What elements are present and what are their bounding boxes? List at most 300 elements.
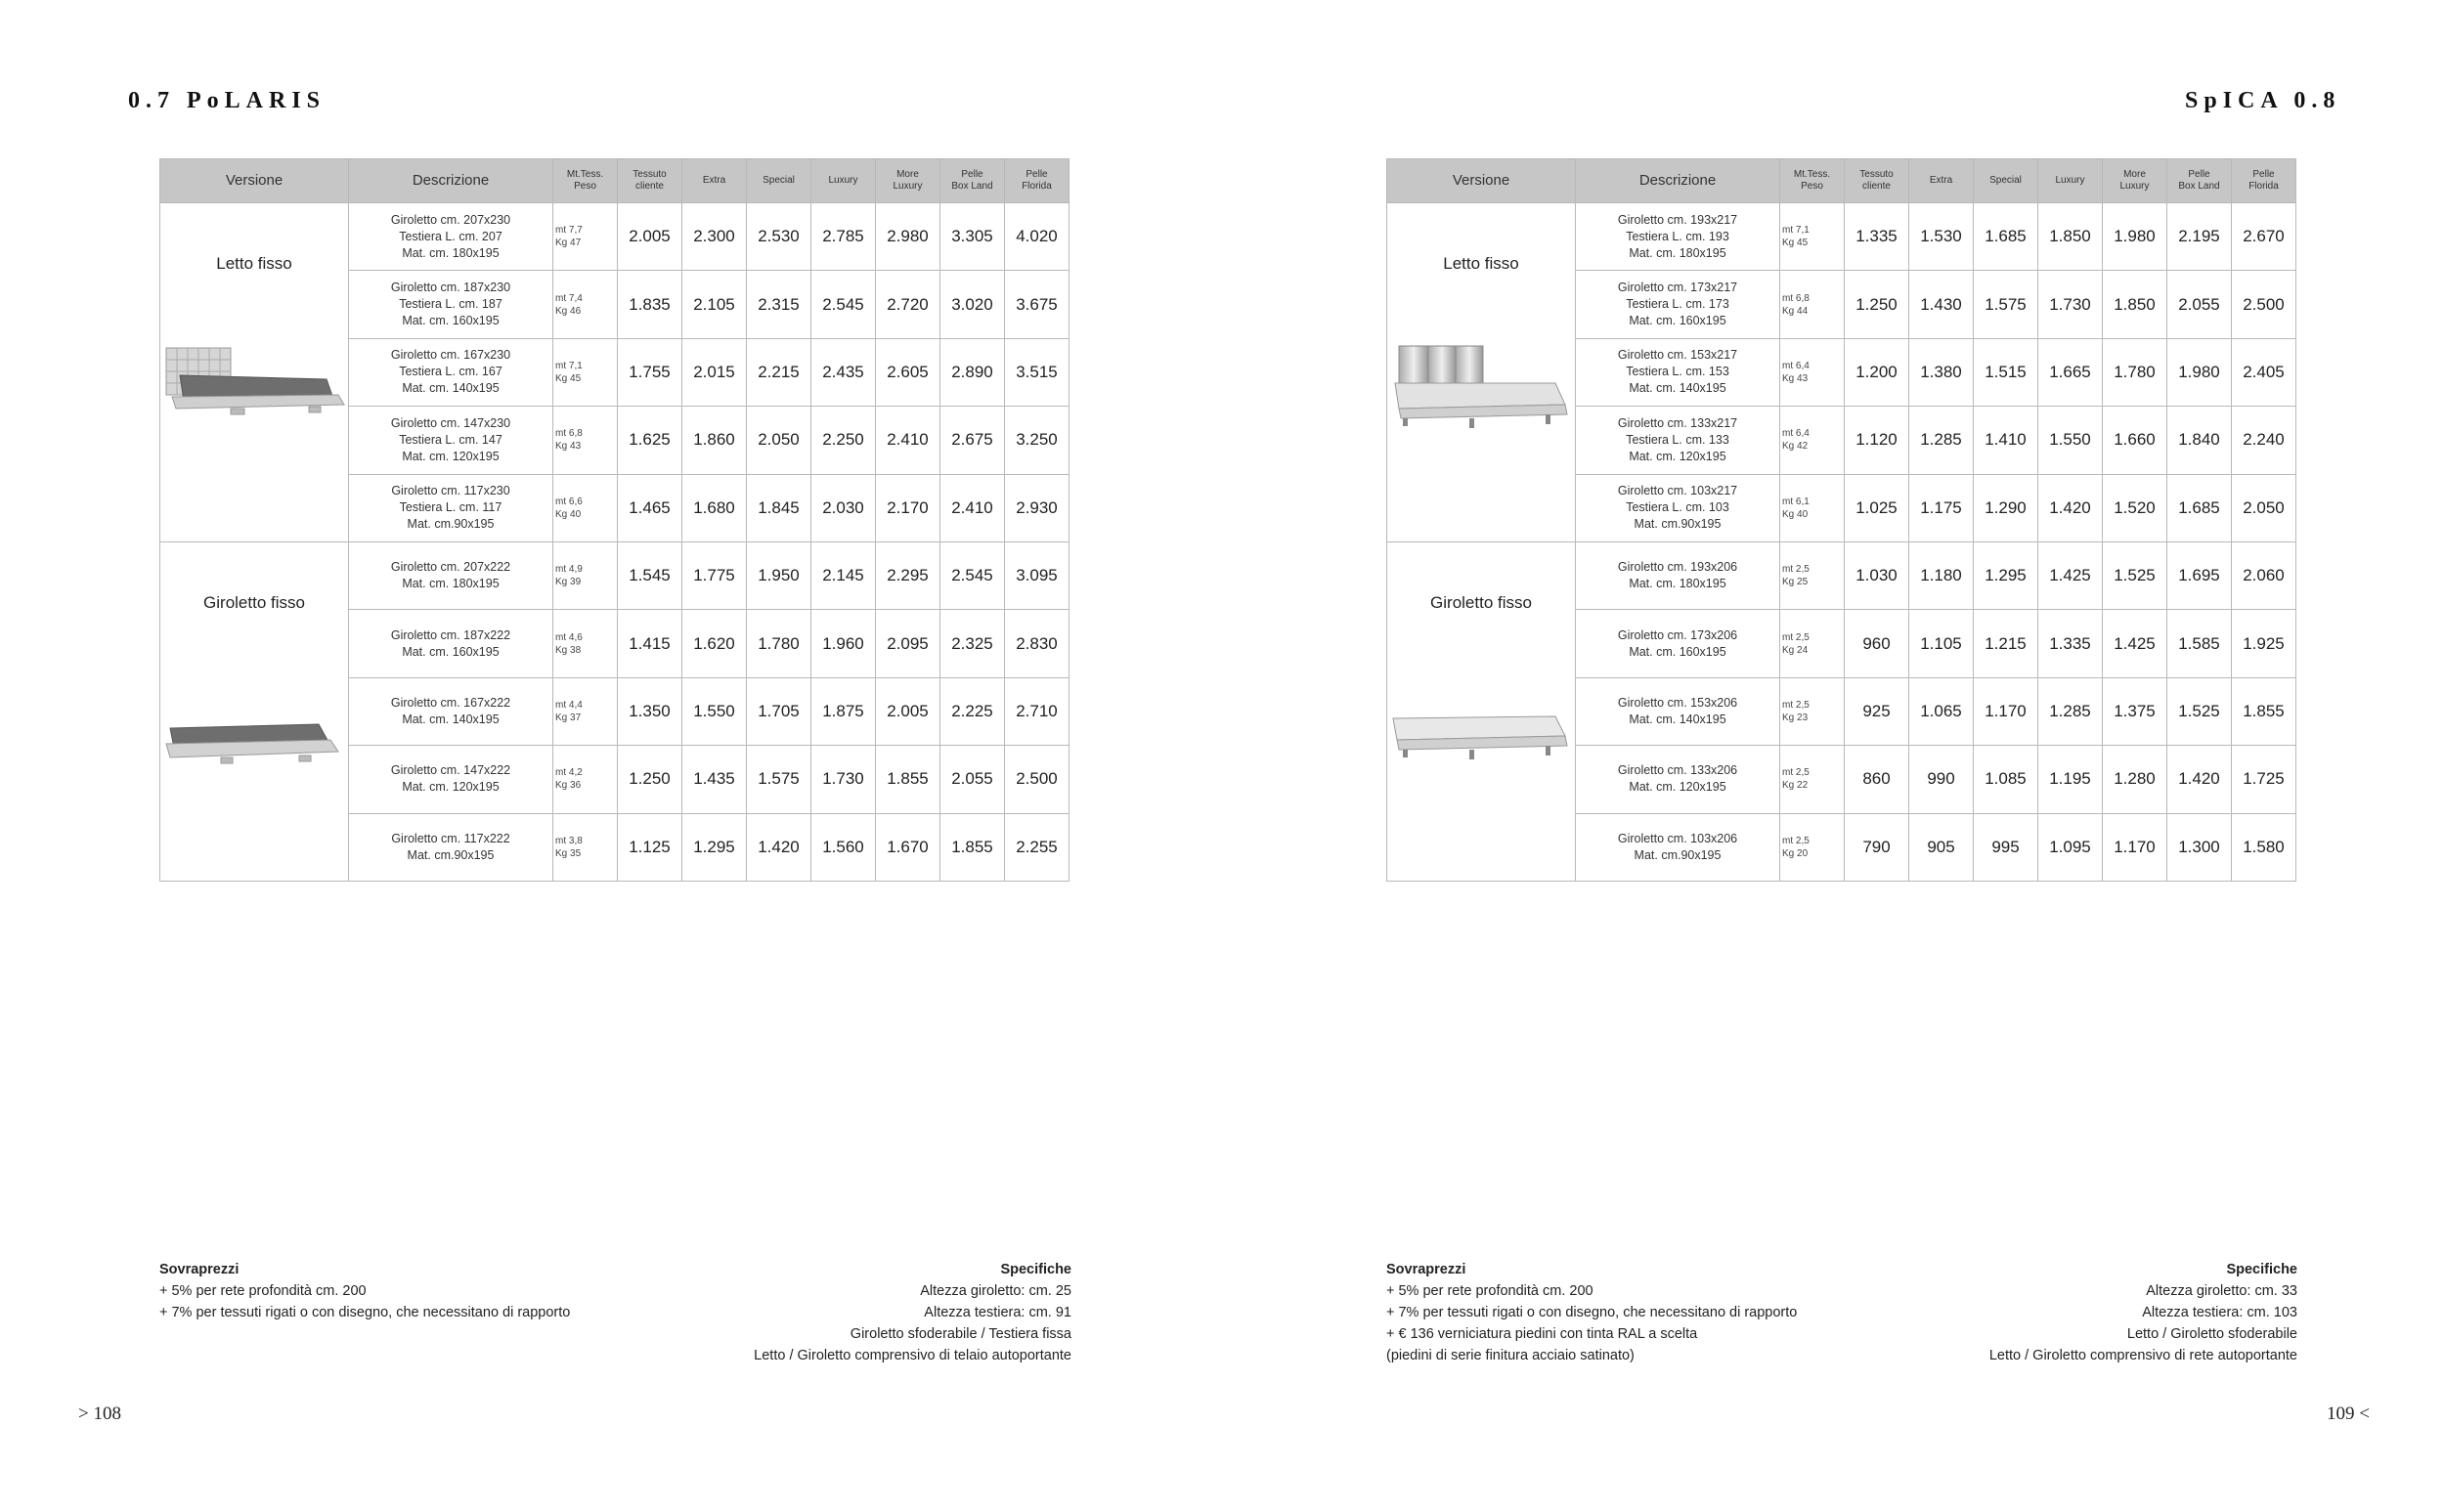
price-cell: 1.170 (2103, 813, 2167, 881)
price-cell: 3.250 (1005, 407, 1069, 474)
price-cell: 2.530 (747, 203, 811, 271)
versione-cell (1387, 203, 1576, 542)
price-cell: 2.435 (811, 338, 876, 406)
right-page-title: SpICA 0.8 (2185, 88, 2341, 113)
peso-cell (553, 474, 618, 541)
price-cell: 990 (1909, 746, 1974, 813)
table-row (1387, 203, 2296, 271)
descrizione-line: Giroletto cm. 167x222 (390, 695, 511, 710)
right-price-table (1386, 158, 2296, 882)
price-cell: 1.950 (747, 541, 811, 609)
descrizione-line: Testiera L. cm. 187 (399, 297, 502, 312)
descrizione-line: Mat. cm. 120x195 (402, 449, 500, 463)
peso-line: Kg 42 (1782, 441, 1809, 453)
descrizione-cell (349, 541, 553, 609)
price-cell: 2.225 (940, 677, 1005, 745)
price-cell: 2.410 (940, 474, 1005, 541)
price-cell: 2.050 (747, 407, 811, 474)
peso-cell (1780, 338, 1845, 406)
price-cell: 1.425 (2103, 610, 2167, 677)
versione-cell (1387, 541, 1576, 881)
price-cell: 2.830 (1005, 610, 1069, 677)
footnote-line: Altezza giroletto: cm. 25 (920, 1283, 1071, 1299)
descrizione-line: Giroletto cm. 147x222 (390, 763, 511, 778)
price-cell: 2.005 (618, 203, 682, 271)
descrizione-line: Giroletto cm. 167x230 (390, 348, 511, 363)
peso-line: mt 7,1 (1782, 225, 1810, 237)
peso-line: Kg 22 (1782, 780, 1809, 792)
peso-cell (553, 407, 618, 474)
descrizione-line: Giroletto cm. 207x222 (390, 560, 511, 575)
descrizione-line: Giroletto cm. 117x230 (391, 484, 510, 498)
price-cell: 2.250 (811, 407, 876, 474)
descrizione-line: Giroletto cm. 187x230 (390, 281, 511, 295)
price-cell: 1.875 (811, 677, 876, 745)
price-cell: 1.685 (1974, 203, 2038, 271)
peso-line: Kg 20 (1782, 847, 1809, 859)
footnote-line: + 5% per rete profondità cm. 200 (1386, 1283, 1593, 1299)
price-cell: 905 (1909, 813, 1974, 881)
bed-with-headboard-icon (162, 340, 346, 428)
price-cell: 1.200 (1845, 338, 1909, 406)
price-cell: 1.685 (2167, 474, 2232, 541)
peso-cell (553, 338, 618, 406)
peso-cell (1780, 271, 1845, 338)
versione-label: Giroletto fisso (1430, 592, 1532, 612)
price-cell: 1.430 (1909, 271, 1974, 338)
descrizione-cell (349, 746, 553, 813)
price-cell: 1.170 (1974, 677, 2038, 745)
price-cell: 1.335 (1845, 203, 1909, 271)
price-cell: 2.295 (876, 541, 940, 609)
descrizione-cell (1576, 474, 1780, 541)
peso-cell (1780, 677, 1845, 745)
footnote-line: (piedini di serie finitura acciaio satinato) (1386, 1348, 1635, 1363)
price-cell: 3.020 (940, 271, 1005, 338)
peso-line: mt 6,1 (1782, 496, 1810, 507)
peso-cell (1780, 610, 1845, 677)
price-cell: 1.850 (2038, 203, 2103, 271)
price-cell: 2.055 (2167, 271, 2232, 338)
price-cell: 2.195 (2167, 203, 2232, 271)
peso-line: mt 7,7 (555, 225, 583, 237)
peso-cell (1780, 203, 1845, 271)
right-page-number: 109 < (2327, 1404, 2370, 1424)
price-cell: 1.435 (682, 746, 747, 813)
column-header: Special (1974, 159, 2038, 203)
left-price-table (159, 158, 1069, 882)
descrizione-cell (1576, 813, 1780, 881)
peso-line: mt 4,2 (555, 767, 583, 779)
column-header: Tessuto cliente (618, 159, 682, 203)
price-cell: 1.550 (682, 677, 747, 745)
price-cell: 2.545 (940, 541, 1005, 609)
descrizione-line: Mat. cm. 140x195 (402, 712, 500, 726)
table-row (160, 203, 1069, 271)
descrizione-line: Mat. cm. 140x195 (1629, 381, 1726, 396)
price-cell: 1.030 (1845, 541, 1909, 609)
column-header: Special (747, 159, 811, 203)
price-cell: 1.550 (2038, 407, 2103, 474)
peso-cell (553, 203, 618, 271)
price-cell: 1.420 (2038, 474, 2103, 541)
footnote-line: + 7% per tessuti rigati o con disegno, che necessitano di rapporto (159, 1305, 571, 1320)
price-cell: 1.195 (2038, 746, 2103, 813)
footnote-line: Letto / Giroletto comprensivo di telaio autoportante (754, 1348, 1071, 1363)
price-cell: 1.730 (2038, 271, 2103, 338)
price-cell: 1.350 (618, 677, 682, 745)
price-cell: 1.730 (811, 746, 876, 813)
price-cell: 1.095 (2038, 813, 2103, 881)
footnote-line: + 7% per tessuti rigati o con disegno, che necessitano di rapporto (1386, 1305, 1798, 1320)
descrizione-line: Testiera L. cm. 173 (1626, 297, 1729, 312)
price-cell: 1.215 (1974, 610, 2038, 677)
descrizione-cell (1576, 203, 1780, 271)
price-cell: 1.850 (2103, 271, 2167, 338)
price-cell: 1.660 (2103, 407, 2167, 474)
specifiche-title: Specifiche (1000, 1262, 1071, 1277)
column-header: Extra (1909, 159, 1974, 203)
price-cell: 1.575 (1974, 271, 2038, 338)
peso-line: Kg 25 (1782, 577, 1809, 588)
sovraprezzi-lines (159, 1280, 570, 1323)
descrizione-line: Mat. cm. 180x195 (1629, 577, 1726, 591)
price-cell: 1.420 (747, 813, 811, 881)
left-page-number: > 108 (78, 1404, 121, 1424)
peso-line: mt 7,4 (555, 292, 583, 304)
descrizione-line: Giroletto cm. 173x217 (1617, 281, 1738, 295)
peso-cell (553, 677, 618, 745)
price-cell: 2.930 (1005, 474, 1069, 541)
descrizione-line: Mat. cm. 160x195 (1629, 314, 1726, 328)
specifiche-lines (1809, 1280, 2297, 1366)
price-cell: 1.250 (1845, 271, 1909, 338)
price-cell: 2.315 (747, 271, 811, 338)
price-cell: 1.855 (876, 746, 940, 813)
sovraprezzi-lines (1386, 1280, 1797, 1366)
column-header: Tessuto cliente (1845, 159, 1909, 203)
peso-line: mt 2,5 (1782, 564, 1810, 576)
right-specifiche (1809, 1259, 2297, 1366)
left-page-title: 0.7 PoLARIS (128, 88, 327, 113)
price-cell: 1.530 (1909, 203, 1974, 271)
peso-cell (1780, 541, 1845, 609)
price-cell: 2.030 (811, 474, 876, 541)
column-header: Luxury (2038, 159, 2103, 203)
peso-line: Kg 24 (1782, 644, 1809, 656)
descrizione-line: Testiera L. cm. 103 (1626, 500, 1729, 515)
price-cell: 2.300 (682, 203, 747, 271)
descrizione-line: Mat. cm. 160x195 (402, 644, 500, 659)
price-cell: 3.095 (1005, 541, 1069, 609)
peso-cell (1780, 474, 1845, 541)
price-cell: 2.095 (876, 610, 940, 677)
descrizione-line: Giroletto cm. 187x222 (390, 627, 511, 642)
price-cell: 1.835 (618, 271, 682, 338)
versione-label: Giroletto fisso (203, 592, 305, 612)
descrizione-line: Testiera L. cm. 147 (399, 432, 502, 447)
price-cell: 1.425 (2038, 541, 2103, 609)
price-cell: 2.670 (2232, 203, 2296, 271)
footnote-line: Letto / Giroletto sfoderabile (2126, 1326, 2297, 1342)
price-cell: 1.755 (618, 338, 682, 406)
column-header: Descrizione (349, 159, 553, 203)
peso-cell (553, 813, 618, 881)
peso-line: mt 2,5 (1782, 631, 1810, 643)
peso-cell (1780, 813, 1845, 881)
column-header: Luxury (811, 159, 876, 203)
descrizione-cell (349, 474, 553, 541)
column-header: More Luxury (2103, 159, 2167, 203)
table-header-row (1387, 159, 2296, 203)
price-cell: 1.300 (2167, 813, 2232, 881)
price-cell: 1.780 (2103, 338, 2167, 406)
sovraprezzi-title: Sovraprezzi (1386, 1262, 1466, 1277)
footnote-line: Altezza giroletto: cm. 33 (2146, 1283, 2297, 1299)
column-header: Mt.Tess. Peso (553, 159, 618, 203)
table-header-row (160, 159, 1069, 203)
peso-line: mt 6,8 (555, 428, 583, 440)
price-cell: 1.250 (618, 746, 682, 813)
price-cell: 1.860 (682, 407, 747, 474)
price-cell: 2.890 (940, 338, 1005, 406)
price-cell: 1.380 (1909, 338, 1974, 406)
descrizione-line: Testiera L. cm. 193 (1626, 229, 1729, 243)
price-cell: 2.255 (1005, 813, 1069, 881)
peso-line: Kg 35 (555, 847, 582, 859)
right-sovraprezzi (1386, 1259, 1797, 1366)
price-cell: 3.305 (940, 203, 1005, 271)
bed-illustration (1389, 340, 1573, 443)
price-cell: 995 (1974, 813, 2038, 881)
descrizione-cell (1576, 677, 1780, 745)
descrizione-cell (349, 677, 553, 745)
descrizione-cell (349, 813, 553, 881)
price-cell: 1.525 (2103, 541, 2167, 609)
price-cell: 1.695 (2167, 541, 2232, 609)
price-cell: 1.025 (1845, 474, 1909, 541)
descrizione-line: Giroletto cm. 153x206 (1617, 695, 1738, 710)
footnote-line: Altezza testiera: cm. 91 (924, 1305, 1071, 1320)
peso-line: Kg 39 (555, 577, 582, 588)
price-cell: 1.175 (1909, 474, 1974, 541)
price-cell: 1.620 (682, 610, 747, 677)
price-cell: 2.215 (747, 338, 811, 406)
descrizione-line: Mat. cm. 120x195 (1629, 780, 1726, 795)
peso-line: mt 3,8 (555, 835, 583, 846)
price-cell: 2.050 (2232, 474, 2296, 541)
price-cell: 1.680 (682, 474, 747, 541)
descrizione-line: Giroletto cm. 207x230 (390, 212, 511, 227)
versione-label: Letto fisso (1443, 254, 1519, 273)
price-cell: 1.280 (2103, 746, 2167, 813)
price-cell: 1.120 (1845, 407, 1909, 474)
descrizione-line: Giroletto cm. 193x217 (1617, 212, 1738, 227)
peso-line: mt 2,5 (1782, 699, 1810, 711)
descrizione-cell (349, 203, 553, 271)
versione-label: Letto fisso (216, 254, 292, 273)
peso-cell (553, 271, 618, 338)
column-header: Descrizione (1576, 159, 1780, 203)
descrizione-line: Mat. cm.90x195 (407, 517, 495, 532)
peso-line: mt 6,6 (555, 496, 583, 507)
footnote-line: + € 136 verniciatura piedini con tinta RAL a scelta (1386, 1326, 1698, 1342)
price-cell: 2.240 (2232, 407, 2296, 474)
table-row (160, 541, 1069, 609)
column-header: Versione (1387, 159, 1576, 203)
bed-with-headboard-icon (1389, 340, 1573, 438)
descrizione-line: Giroletto cm. 193x206 (1617, 560, 1738, 575)
peso-line: Kg 43 (555, 441, 582, 453)
price-cell: 1.960 (811, 610, 876, 677)
price-cell: 1.665 (2038, 338, 2103, 406)
price-cell: 2.170 (876, 474, 940, 541)
price-cell: 925 (1845, 677, 1909, 745)
descrizione-line: Mat. cm. 120x195 (402, 780, 500, 795)
price-cell: 1.295 (682, 813, 747, 881)
descrizione-cell (349, 271, 553, 338)
price-cell: 2.015 (682, 338, 747, 406)
price-cell: 1.725 (2232, 746, 2296, 813)
peso-line: mt 6,8 (1782, 292, 1810, 304)
price-cell: 860 (1845, 746, 1909, 813)
descrizione-cell (1576, 610, 1780, 677)
peso-line: Kg 47 (555, 238, 582, 249)
price-cell: 2.545 (811, 271, 876, 338)
versione-cell (160, 203, 349, 542)
descrizione-line: Testiera L. cm. 117 (399, 500, 502, 515)
descrizione-cell (1576, 746, 1780, 813)
price-cell: 1.980 (2167, 338, 2232, 406)
price-cell: 2.325 (940, 610, 1005, 677)
peso-cell (1780, 407, 1845, 474)
descrizione-cell (1576, 271, 1780, 338)
descrizione-line: Mat. cm. 140x195 (402, 381, 500, 396)
price-cell: 1.515 (1974, 338, 2038, 406)
descrizione-line: Mat. cm. 160x195 (402, 314, 500, 328)
footnote-line: Altezza testiera: cm. 103 (2142, 1305, 2297, 1320)
peso-line: mt 4,6 (555, 631, 583, 643)
price-cell: 2.105 (682, 271, 747, 338)
price-cell: 1.855 (940, 813, 1005, 881)
peso-line: Kg 37 (555, 712, 582, 723)
price-cell: 2.785 (811, 203, 876, 271)
price-cell: 1.065 (1909, 677, 1974, 745)
versione-cell (160, 541, 349, 881)
column-header: Pelle Box Land (2167, 159, 2232, 203)
descrizione-line: Giroletto cm. 117x222 (391, 831, 510, 845)
peso-line: Kg 45 (555, 372, 582, 384)
price-cell: 2.675 (940, 407, 1005, 474)
price-cell: 1.465 (618, 474, 682, 541)
price-cell: 1.780 (747, 610, 811, 677)
descrizione-line: Giroletto cm. 133x206 (1617, 763, 1738, 778)
bed-illustration (1389, 699, 1573, 782)
peso-line: mt 2,5 (1782, 767, 1810, 779)
descrizione-line: Testiera L. cm. 207 (399, 229, 502, 243)
peso-line: Kg 23 (1782, 712, 1809, 723)
price-cell: 2.980 (876, 203, 940, 271)
column-header: Extra (682, 159, 747, 203)
peso-line: Kg 43 (1782, 372, 1809, 384)
price-cell: 1.290 (1974, 474, 2038, 541)
descrizione-line: Giroletto cm. 153x217 (1617, 348, 1738, 363)
price-cell: 2.410 (876, 407, 940, 474)
column-header: More Luxury (876, 159, 940, 203)
price-cell: 1.335 (2038, 610, 2103, 677)
price-cell: 1.575 (747, 746, 811, 813)
price-cell: 1.585 (2167, 610, 2232, 677)
price-cell: 1.840 (2167, 407, 2232, 474)
peso-line: Kg 44 (1782, 305, 1809, 317)
peso-cell (553, 746, 618, 813)
descrizione-line: Mat. cm. 160x195 (1629, 644, 1726, 659)
bed-illustration (162, 699, 346, 782)
price-cell: 2.060 (2232, 541, 2296, 609)
price-cell: 4.020 (1005, 203, 1069, 271)
descrizione-line: Testiera L. cm. 133 (1626, 432, 1729, 447)
peso-line: Kg 45 (1782, 238, 1809, 249)
peso-line: mt 7,1 (555, 360, 583, 371)
peso-cell (553, 610, 618, 677)
descrizione-line: Mat. cm. 120x195 (1629, 449, 1726, 463)
sovraprezzi-title: Sovraprezzi (159, 1262, 240, 1277)
price-cell: 3.675 (1005, 271, 1069, 338)
price-cell: 1.980 (2103, 203, 2167, 271)
price-cell: 1.180 (1909, 541, 1974, 609)
descrizione-line: Mat. cm.90x195 (407, 847, 495, 862)
price-cell: 1.105 (1909, 610, 1974, 677)
column-header: Mt.Tess. Peso (1780, 159, 1845, 203)
descrizione-cell (349, 610, 553, 677)
descrizione-cell (349, 338, 553, 406)
bed-frame-icon (1389, 699, 1573, 777)
price-cell: 1.705 (747, 677, 811, 745)
price-cell: 1.085 (1974, 746, 2038, 813)
specifiche-title: Specifiche (2226, 1262, 2297, 1277)
descrizione-line: Mat. cm. 180x195 (1629, 245, 1726, 260)
peso-cell (553, 541, 618, 609)
descrizione-line: Mat. cm. 180x195 (402, 245, 500, 260)
footnote-line: Giroletto sfoderabile / Testiera fissa (850, 1326, 1071, 1342)
price-cell: 1.285 (1909, 407, 1974, 474)
price-cell: 2.500 (1005, 746, 1069, 813)
peso-line: Kg 40 (555, 508, 582, 520)
descrizione-line: Testiera L. cm. 153 (1626, 365, 1729, 379)
price-cell: 1.670 (876, 813, 940, 881)
price-cell: 1.125 (618, 813, 682, 881)
price-cell: 1.845 (747, 474, 811, 541)
price-cell: 2.055 (940, 746, 1005, 813)
peso-line: mt 4,9 (555, 564, 583, 576)
descrizione-line: Giroletto cm. 173x206 (1617, 627, 1738, 642)
price-cell: 1.580 (2232, 813, 2296, 881)
price-cell: 3.515 (1005, 338, 1069, 406)
price-cell: 2.605 (876, 338, 940, 406)
peso-cell (1780, 746, 1845, 813)
price-cell: 1.625 (618, 407, 682, 474)
price-cell: 2.720 (876, 271, 940, 338)
peso-line: mt 6,4 (1782, 428, 1810, 440)
bed-frame-icon (162, 699, 346, 777)
peso-line: Kg 36 (555, 780, 582, 792)
descrizione-cell (349, 407, 553, 474)
column-header: Pelle Florida (1005, 159, 1069, 203)
descrizione-line: Mat. cm.90x195 (1634, 847, 1722, 862)
price-cell: 1.375 (2103, 677, 2167, 745)
descrizione-line: Mat. cm. 140x195 (1629, 712, 1726, 726)
column-header: Pelle Florida (2232, 159, 2296, 203)
